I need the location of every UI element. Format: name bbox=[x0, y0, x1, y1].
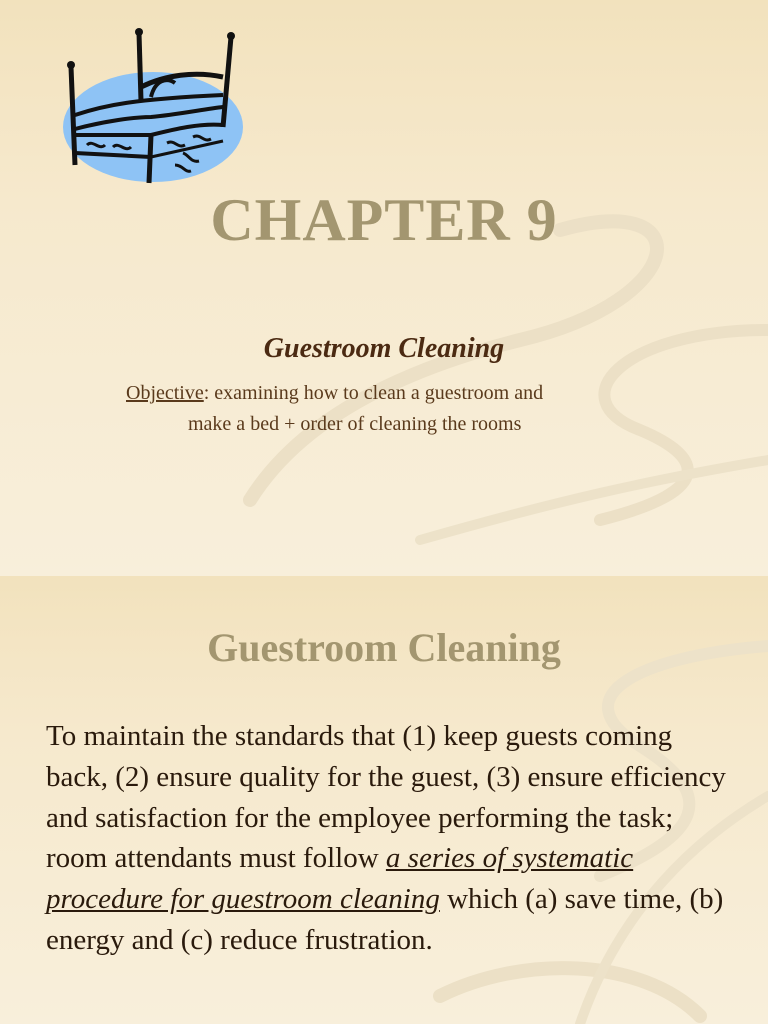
chapter-title: CHAPTER 9 bbox=[210, 187, 558, 253]
slide-subtitle: Guestroom Cleaning bbox=[263, 333, 505, 364]
body-emphasis: a series of systematic procedure for guestroom cleaning bbox=[46, 842, 634, 916]
objective-line1: : examining how to clean a guestroom and bbox=[203, 382, 544, 404]
objective-line2: make a bed + order of cleaning the rooms bbox=[188, 413, 522, 435]
content-slide bbox=[0, 576, 768, 1024]
body-part2: which (a) save time, (b) energy and (c) reduce frustration. bbox=[46, 883, 724, 956]
objective-label: Objective bbox=[126, 382, 204, 404]
bed-icon bbox=[55, 25, 255, 190]
slide-title: Guestroom Cleaning bbox=[207, 625, 561, 670]
slide-body-text bbox=[46, 716, 736, 961]
objective-text bbox=[126, 378, 686, 440]
body-part1: To maintain the standards that (1) keep guests coming back, (2) ensure quality for the guest, (3) ensure efficiency and satisfaction for the employee performing the task; room attendants must follow bbox=[46, 720, 726, 875]
